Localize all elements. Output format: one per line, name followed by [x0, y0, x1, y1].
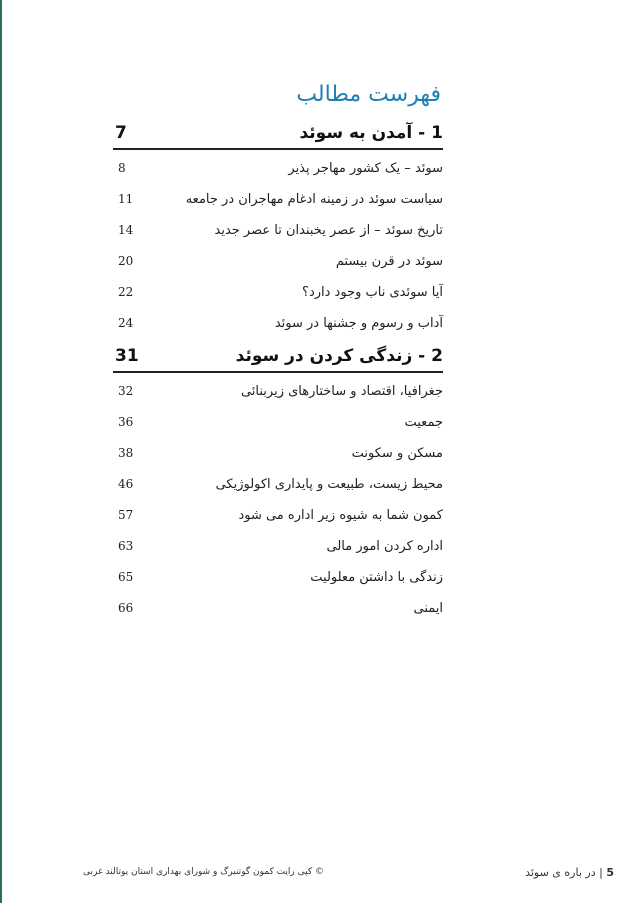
toc-entry-title: زندگی با داشتن معلولیت — [310, 570, 443, 585]
toc-entry-title: سیاست سوئد در زمینه ادغام مهاجران در جامعه — [185, 192, 443, 207]
chapter-heading[interactable] — [113, 123, 443, 153]
chapter-divider — [113, 371, 443, 373]
toc-entry-page: 14 — [118, 223, 134, 237]
toc-entry-page: 57 — [118, 508, 134, 522]
toc-entry-page: 36 — [118, 415, 134, 429]
toc-entry[interactable] — [113, 415, 443, 437]
chapter-divider — [113, 148, 443, 150]
toc-entry[interactable] — [113, 570, 443, 592]
toc-entry-title: ایمنی — [413, 601, 443, 616]
toc-entry[interactable] — [113, 192, 443, 214]
toc-entry[interactable] — [113, 601, 443, 623]
toc-entry[interactable] — [113, 384, 443, 406]
toc-entry-page: 66 — [118, 601, 134, 615]
toc-entry-title: سوئد – یک کشور مهاجر پذیر — [288, 161, 443, 176]
toc-entry-title: جمعیت — [404, 415, 443, 430]
chapter-heading[interactable] — [113, 346, 443, 376]
toc-entry-page: 8 — [118, 161, 126, 175]
footer-separator: | — [599, 866, 603, 879]
toc-entry[interactable] — [113, 539, 443, 561]
toc-entry[interactable] — [113, 446, 443, 468]
toc-entry-title: مسکن و سکونت — [351, 446, 443, 461]
page-footer-folio — [525, 866, 614, 879]
toc-entry[interactable] — [113, 508, 443, 530]
toc-entry-title: جغرافیا، اقتصاد و ساختارهای زیربنائی — [240, 384, 443, 399]
chapter-page-number: 31 — [115, 346, 139, 366]
toc-entry[interactable] — [113, 316, 443, 338]
page-number: 5 — [606, 866, 614, 879]
toc-entry-title: آداب و رسوم و جشنها در سوئد — [274, 316, 443, 331]
toc-entry-page: 46 — [118, 477, 134, 491]
toc-entry-page: 24 — [118, 316, 134, 330]
toc-entry-page: 38 — [118, 446, 134, 460]
toc-entry-page: 20 — [118, 254, 134, 268]
toc-entry-title: تاریخ سوئد – از عصر یخبندان تا عصر جدید — [214, 223, 443, 238]
toc-entry[interactable] — [113, 223, 443, 245]
chapter-title: 2 - زندگی کردن در سوئد — [235, 346, 443, 366]
page-margin-rule — [0, 0, 2, 903]
toc-entry-title: سوئد در قرن بیستم — [335, 254, 443, 269]
page-title: فهرست مطالب — [296, 82, 441, 107]
toc-entry-title: محیط زیست، طبیعت و پایداری اکولوژیکی — [215, 477, 443, 492]
footer-section-name: در باره ی سوئد — [525, 866, 596, 879]
toc-entry-page: 11 — [118, 192, 134, 206]
chapter-title: 1 - آمدن به سوئد — [299, 123, 443, 143]
copyright-notice: © کپی رایت کمون گوتنبرگ و شورای بهداری استان یوتالند غربی — [83, 867, 325, 877]
chapter-page-number: 7 — [115, 123, 127, 143]
toc-entry[interactable] — [113, 285, 443, 307]
toc-entry[interactable] — [113, 254, 443, 276]
toc-entry[interactable] — [113, 477, 443, 499]
toc-entry-title: کمون شما به شیوه زیر اداره می شود — [238, 508, 443, 523]
toc-entry-page: 22 — [118, 285, 134, 299]
toc-entry-page: 65 — [118, 570, 134, 584]
toc-entry-title: اداره کردن امور مالی — [326, 539, 443, 554]
toc-entry-page: 63 — [118, 539, 134, 553]
toc-entry-title: آیا سوئدی ناب وجود دارد؟ — [302, 285, 443, 300]
toc-entry[interactable] — [113, 161, 443, 183]
toc-entry-page: 32 — [118, 384, 134, 398]
